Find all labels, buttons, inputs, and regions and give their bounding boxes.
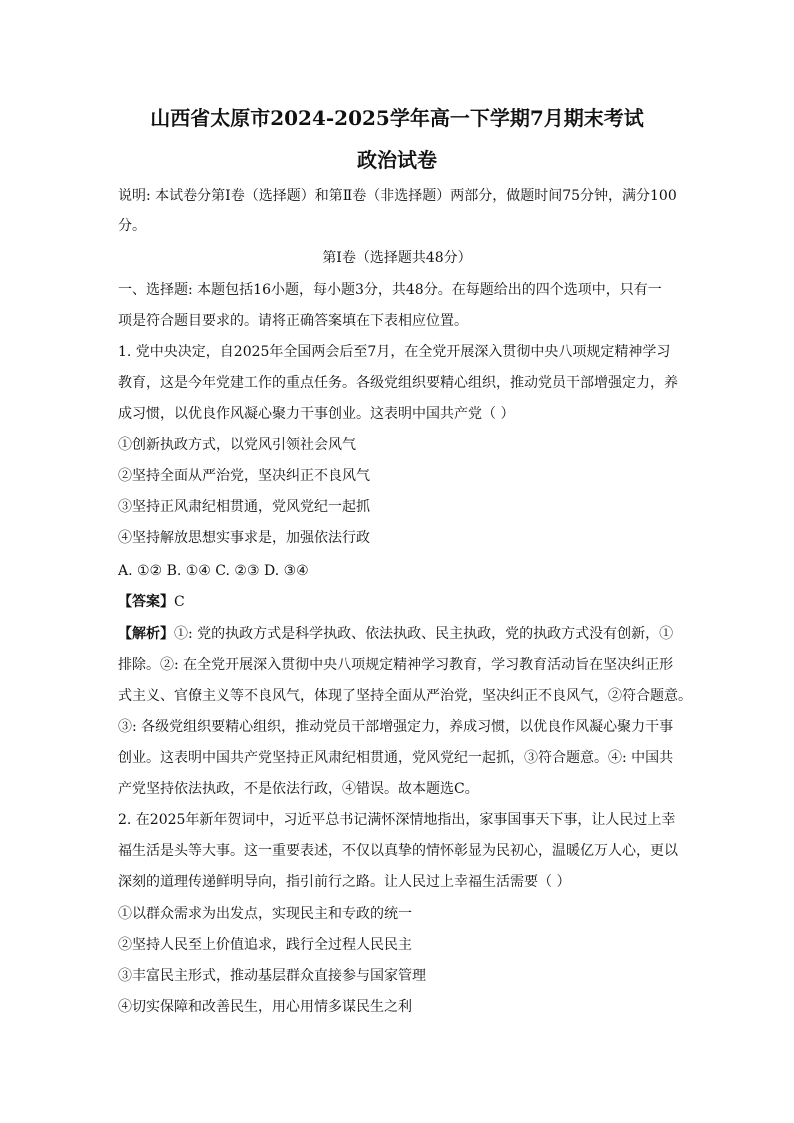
analysis-text: ①: 党的执政方式是科学执政、依法执政、民主执政，党的执政方式没有创新，① bbox=[174, 626, 674, 642]
answer-value: C bbox=[174, 594, 185, 610]
q1-stem-1: 1. 党中央决定，自2025年全国两会后至7月，在全党开展深入贯彻中央八项规定精神学习 bbox=[118, 344, 671, 360]
q2-option-4: ④切实保障和改善民生，用心用情多谋民生之利 bbox=[118, 999, 412, 1015]
q1-choices: A. ①② B. ①④ C. ②③ D. ③④ bbox=[118, 563, 309, 579]
q1-analysis-4: ③: 各级党组织要精心组织，推动党员干部增强定力，养成习惯，以优良作风凝心聚力干事 bbox=[118, 719, 674, 735]
q2-option-1: ①以群众需求为出发点，实现民主和专政的统一 bbox=[118, 906, 412, 922]
section-instructions-1: 一、选择题: 本题包括16小题，每小题3分，共48分。在每题给出的四个选项中，只有一 bbox=[118, 282, 662, 298]
section-instructions-2: 项是符合题目要求的。请将正确答案填在下表相应位置。 bbox=[118, 313, 468, 329]
answer-label: 【答案】 bbox=[118, 594, 174, 610]
q1-stem-3: 成习惯，以优良作风凝心聚力干事创业。这表明中国共产党（ ） bbox=[118, 406, 515, 422]
q1-analysis-1 bbox=[118, 624, 680, 644]
intro-line-1: 说明: 本试卷分第Ⅰ卷（选择题）和第Ⅱ卷（非选择题）两部分，做题时间75分钟，满分100 bbox=[118, 188, 677, 204]
analysis-label: 【解析】 bbox=[118, 626, 174, 642]
exam-title: 山西省太原市2024-2025学年高一下学期7月期末考试 bbox=[150, 106, 644, 130]
q1-analysis-5: 创业。这表明中国共产党坚持正风肃纪相贯通，党风党纪一起抓，③符合题意。④: 中国共 bbox=[118, 750, 674, 766]
q2-stem-2: 福生活是头等大事。这一重要表述，不仅以真挚的情怀彰显为民初心，温暖亿万人心，更以 bbox=[118, 843, 678, 859]
q2-stem-1: 2. 在2025年新年贺词中，习近平总书记满怀深情地指出，家事国事天下事，让人民过上幸 bbox=[118, 812, 676, 828]
q1-analysis-2: 排除。②: 在全党开展深入贯彻中央八项规定精神学习教育，学习教育活动旨在坚决纠正形 bbox=[118, 657, 674, 673]
q1-option-4: ④坚持解放思想实事求是，加强依法行政 bbox=[118, 530, 370, 546]
q1-answer bbox=[118, 592, 680, 612]
intro-line-2: 分。 bbox=[118, 218, 146, 234]
exam-subtitle: 政治试卷 bbox=[357, 148, 437, 172]
section-heading: 第Ⅰ卷（选择题共48分） bbox=[322, 250, 472, 266]
q1-option-2: ②坚持全面从严治党，坚决纠正不良风气 bbox=[118, 468, 370, 484]
q2-option-3: ③丰富民主形式，推动基层群众直接参与国家管理 bbox=[118, 968, 426, 984]
q2-stem-3: 深刻的道理传递鲜明导向，指引前行之路。让人民过上幸福生活需要（ ） bbox=[118, 874, 571, 890]
q1-option-3: ③坚持正风肃纪相贯通，党风党纪一起抓 bbox=[118, 499, 370, 515]
q1-option-1: ①创新执政方式，以党风引领社会风气 bbox=[118, 437, 356, 453]
q1-analysis-6: 产党坚持依法执政，不是依法行政，④错误。故本题选C。 bbox=[118, 781, 479, 797]
q2-option-2: ②坚持人民至上价值追求，践行全过程人民民主 bbox=[118, 937, 412, 953]
q1-analysis-3: 式主义、官僚主义等不良风气，体现了坚持全面从严治党，坚决纠正不良风气，②符合题意。 bbox=[118, 688, 692, 704]
q1-stem-2: 教育，这是今年党建工作的重点任务。各级党组织要精心组织，推动党员干部增强定力，养 bbox=[118, 375, 678, 391]
